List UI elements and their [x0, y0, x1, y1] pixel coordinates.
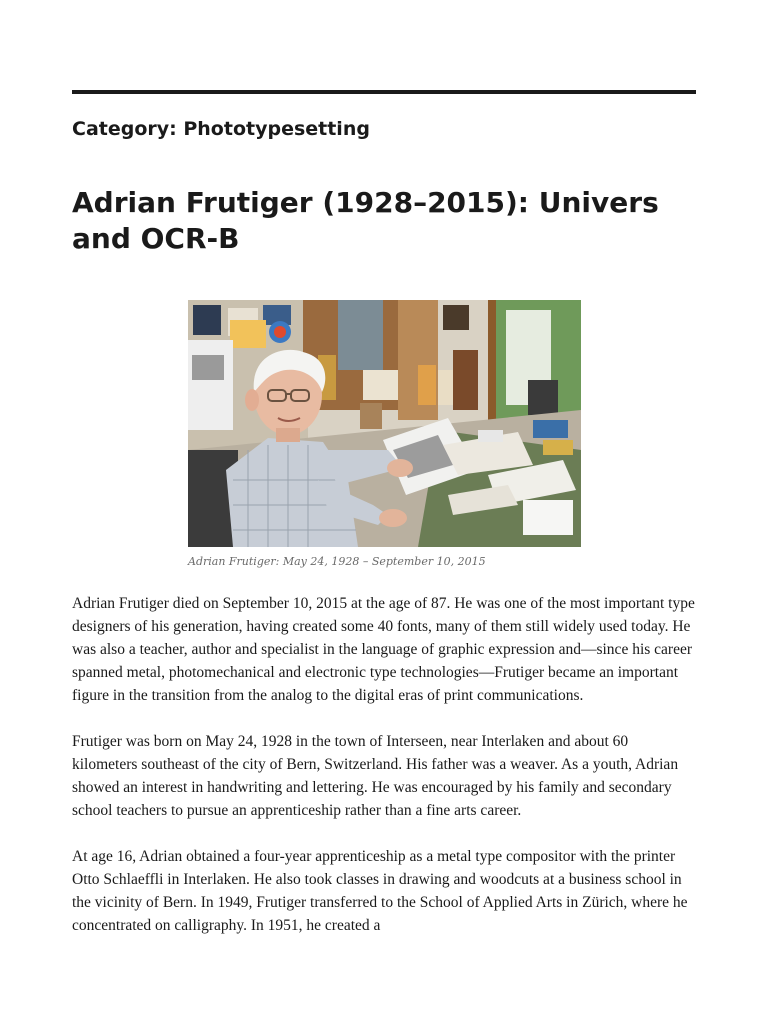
post-image[interactable] — [188, 300, 581, 547]
header-divider — [72, 90, 696, 94]
post-content — [72, 592, 696, 960]
paragraph: Frutiger was born on May 24, 1928 in the town of Interseen, near Interlaken and about 60 kilometers southeast of the city of Bern, Switzerland. His father was a weaver. As a youth, Adrian showed an interest in handwriting and lettering. He was encouraged by his family and secondary school teachers to pursue an apprenticeship rather than a fine arts career. — [72, 733, 679, 819]
post-title[interactable]: Adrian Frutiger (1928–2015): Univers and OCR-B — [72, 186, 659, 255]
post-figure — [188, 300, 581, 569]
paragraph: Adrian Frutiger died on September 10, 2015 at the age of 87. He was one of the most important type designers of his generation, having created some 40 fonts, many of them still widely used today. He was also a teacher, author and specialist in the language of graphic expression and—since his career spanned metal, photomechanical and electronic type technologies—Frutiger became an important figure in the transition from the analog to the digital eras of print communications. — [72, 595, 695, 704]
archive-title: Category: Phototypesetting — [72, 118, 370, 140]
paragraph: At age 16, Adrian obtained a four-year apprenticeship as a metal type compositor with the printer Otto Schlaeffli in Interlaken. He also took classes in drawing and woodcuts at a business school in the vicinity of Bern. In 1949, Frutiger transferred to the School of Applied Arts in Zürich, where he concentrated on calligraphy. In 1951, he created a — [72, 848, 688, 934]
image-caption: Adrian Frutiger: May 24, 1928 – September 10, 2015 — [188, 555, 486, 568]
